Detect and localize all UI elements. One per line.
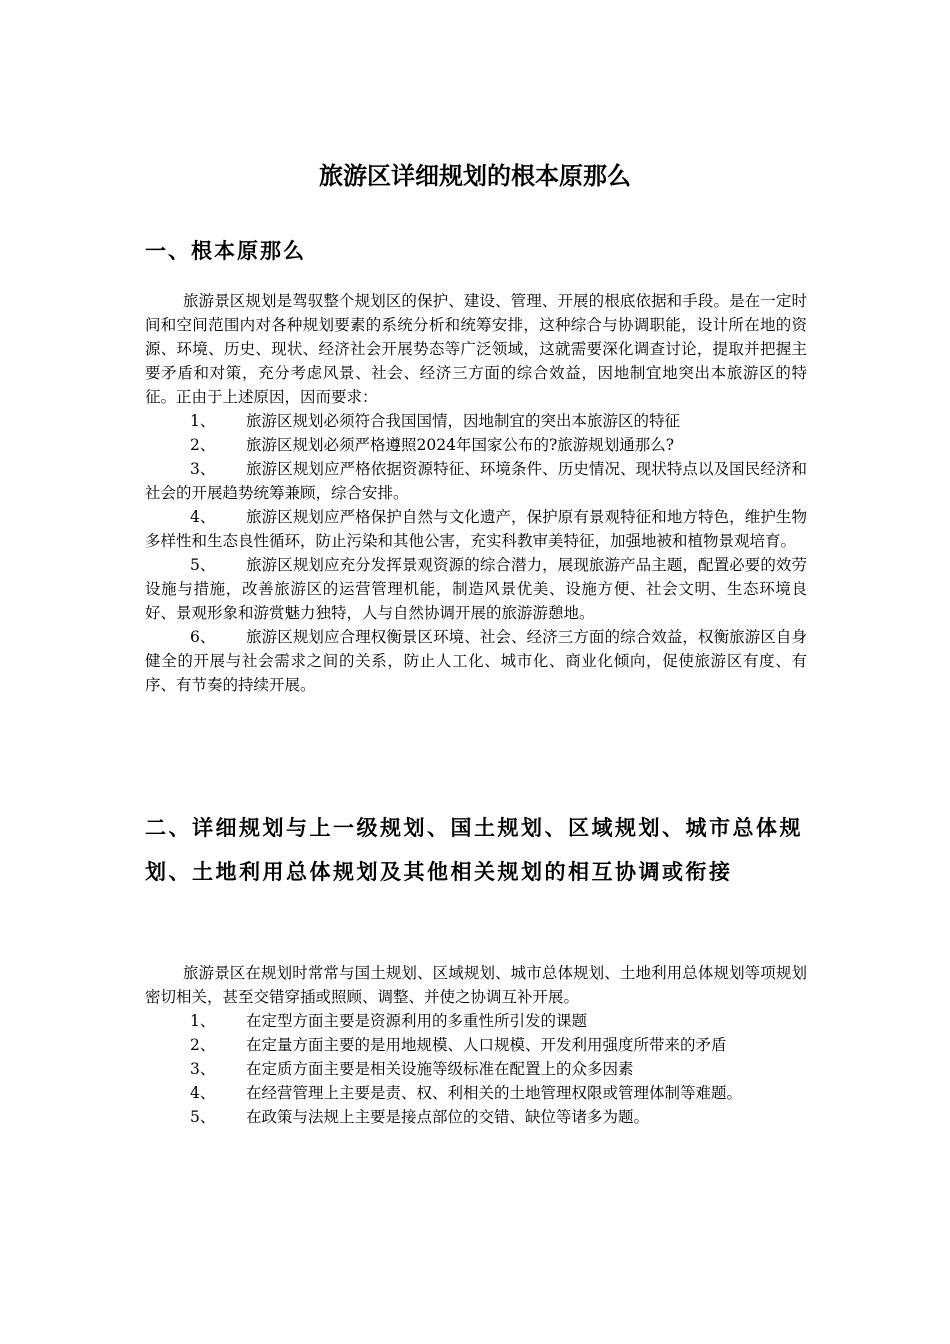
list-item-number: 5、 [190, 556, 216, 574]
list-item-text: 在定量方面主要的是用地规模、人口规模、开发利用强度所带来的矛盾 [246, 1036, 727, 1054]
list-item-number: 4、 [190, 508, 216, 526]
list-item [145, 1057, 807, 1081]
list-item-number: 1、 [190, 412, 216, 430]
list-item-text: 在政策与法规上主要是接点部位的交错、缺位等诸多为题。 [246, 1108, 650, 1126]
list-item-number: 5、 [190, 1108, 216, 1126]
list-item-text: 旅游区规划必须符合我国国情，因地制宜的突出本旅游区的特征 [246, 412, 681, 430]
list-item [145, 1033, 807, 1057]
list-item [145, 409, 807, 433]
list-item [145, 553, 807, 625]
list-item-text: 旅游区规划应严格依据资源特征、环境条件、历史情况、现状特点以及国民经济和社会的开展趋势统筹兼顾，综合安排。 [145, 460, 807, 502]
list-item-text: 旅游区规划应严格保护自然与文化遗产，保护原有景观特征和地方特色，维护生物多样性和生态良性循环，防止污染和其他公害，充实科教审美特征，加强地被和植物景观培育。 [145, 508, 807, 550]
list-item-text: 旅游区规划应充分发挥景观资源的综合潜力，展现旅游产品主题，配置必要的效劳设施与措施，改善旅游区的运营管理机能，制造风景优美、设施方便、社会文明、生态环境良好、景观形象和游赏魅力独特，人与自然协调开展的旅游游憩地。 [145, 556, 807, 622]
list-item [145, 433, 807, 457]
list-item-number: 2、 [190, 436, 216, 454]
list-item [145, 1009, 807, 1033]
section-1-intro: 旅游景区规划是驾驭整个规划区的保护、建设、管理、开展的根底依据和手段。是在一定时间和空间范围内对各种规划要素的系统分析和统筹安排，这种综合与协调职能，设计所在地的资源、环境、历史、现状、经济社会开展势态等广泛领域，这就需要深化调查讨论，提取并把握主要矛盾和对策，充分考虑风景、社会、经济三方面的综合效益，因地制宜地突出本旅游区的特征。正由于上述原因，因而要求： [145, 292, 807, 406]
list-item-number: 3、 [190, 460, 216, 478]
page-title: 旅游区详细规划的根本原那么 [319, 162, 631, 190]
list-item-number: 1、 [190, 1012, 216, 1030]
section-1-heading: 一、根本原那么 [145, 239, 306, 263]
list-item-text: 旅游区规划应合理权衡景区环境、社会、经济三方面的综合效益，权衡旅游区自身健全的开展与社会需求之间的关系，防止人工化、城市化、商业化倾向，促使旅游区有度、有序、有节奏的持续开展。 [145, 628, 807, 694]
list-item-text: 在定型方面主要是资源利用的多重性所引发的课题 [246, 1012, 588, 1030]
list-item [145, 457, 807, 505]
list-item-text: 在定质方面主要是相关设施等级标准在配置上的众多因素 [246, 1060, 634, 1078]
section-2-body [145, 961, 807, 1129]
list-item-text: 旅游区规划必须严格遵照2024年国家公布的?旅游规划通那么? [246, 436, 675, 454]
section-2-intro: 旅游景区在规划时常常与国土规划、区域规划、城市总体规划、土地利用总体规划等项规划密切相关，甚至交错穿插或照顾、调整、并使之协调互补开展。 [145, 964, 807, 1006]
section-1-body [145, 289, 807, 697]
list-item-number: 6、 [190, 628, 216, 646]
section-2-heading: 二、详细规划与上一级规划、国土规划、区域规划、城市总体规划、土地利用总体规划及其他相关规划的相互协调或衔接 [145, 816, 803, 884]
list-item-number: 4、 [190, 1084, 216, 1102]
list-item-number: 2、 [190, 1036, 216, 1054]
list-item [145, 1081, 807, 1105]
list-item [145, 505, 807, 553]
list-item [145, 625, 807, 697]
list-item [145, 1105, 807, 1129]
list-item-number: 3、 [190, 1060, 216, 1078]
list-item-text: 在经营管理上主要是责、权、利相关的土地管理权限或管理体制等难题。 [246, 1084, 743, 1102]
